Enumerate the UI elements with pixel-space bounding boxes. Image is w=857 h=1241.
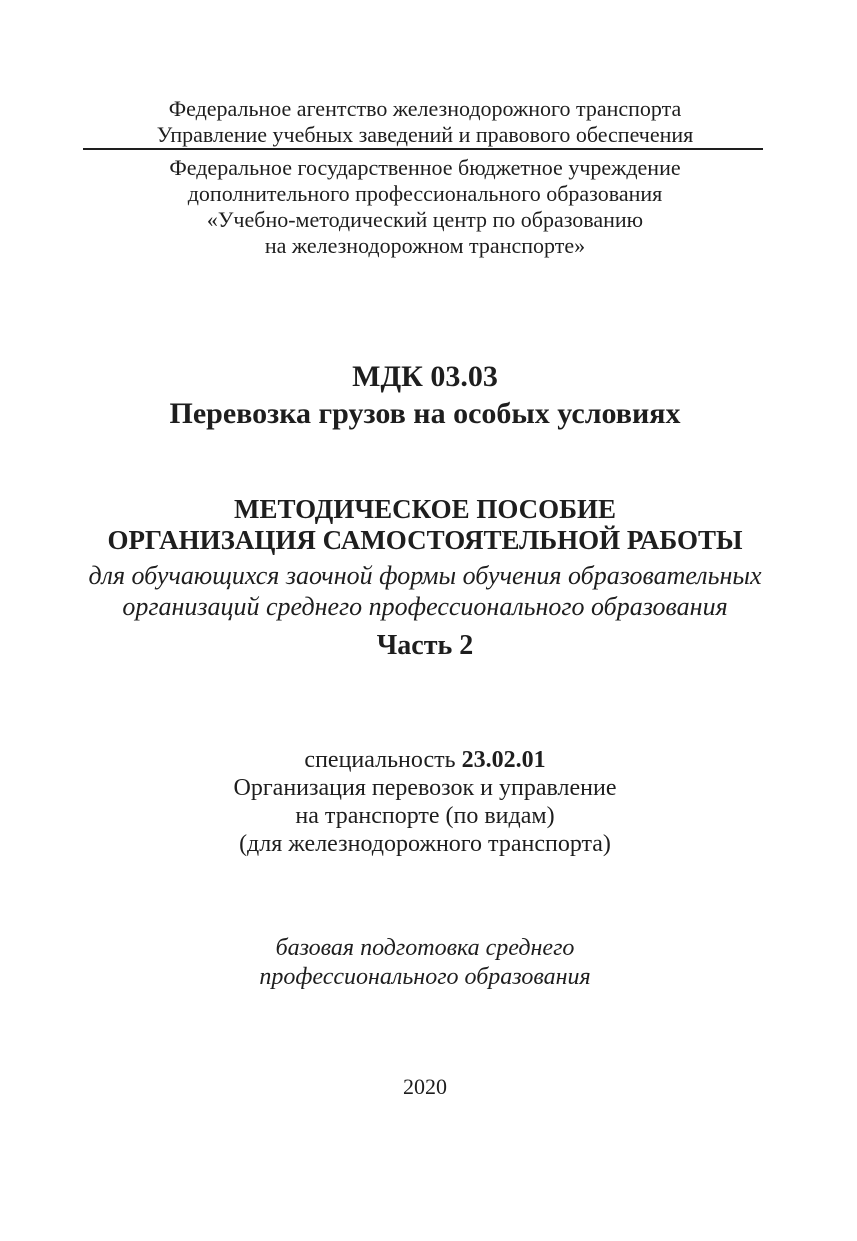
institution-line: на железнодорожном транспорте»: [264, 233, 586, 258]
course-name: Перевозка грузов на особых условиях: [169, 397, 681, 430]
audience-line: организаций среднего профессионального образования: [122, 592, 728, 621]
specialty-name-line: на транспорте (по видам): [295, 803, 555, 829]
institution-line: дополнительного профессионального образования: [187, 181, 663, 206]
specialty-name-line: (для железнодорожного транспорта): [239, 831, 611, 857]
audience-note: [80, 560, 770, 622]
header-institution: [80, 155, 770, 259]
agency-department: Управление учебных заведений и правового обеспечения: [156, 122, 694, 147]
subtitle-type: МЕТОДИЧЕСКОЕ ПОСОБИЕ: [233, 494, 617, 524]
institution-line: Федеральное государственное бюджетное учреждение: [169, 155, 681, 180]
main-title: [80, 358, 770, 432]
agency-name: Федеральное агентство железнодорожного транспорта: [168, 96, 682, 121]
training-level: [80, 934, 770, 992]
training-line: базовая подготовка среднего: [275, 935, 575, 961]
specialty-label: специальность: [304, 747, 462, 773]
part-label: Часть 2: [376, 630, 474, 661]
subtitle: [80, 494, 770, 556]
subtitle-topic: ОРГАНИЗАЦИЯ САМОСТОЯТЕЛЬНОЙ РАБОТЫ: [107, 525, 743, 555]
specialty-code-line: [80, 746, 770, 774]
publication-year: 2020: [403, 1074, 447, 1099]
institution-line: «Учебно-методический центр по образованию: [206, 207, 644, 232]
specialty-code: 23.02.01: [461, 747, 546, 773]
header-agency: [80, 96, 770, 148]
divider-line: [83, 148, 763, 150]
audience-line: для обучающихся заочной формы обучения образовательных: [88, 561, 762, 590]
course-code: МДК 03.03: [352, 360, 498, 393]
specialty-name-line: Организация перевозок и управление: [233, 775, 617, 801]
specialty-block: [80, 746, 770, 858]
training-line: профессионального образования: [259, 964, 591, 990]
